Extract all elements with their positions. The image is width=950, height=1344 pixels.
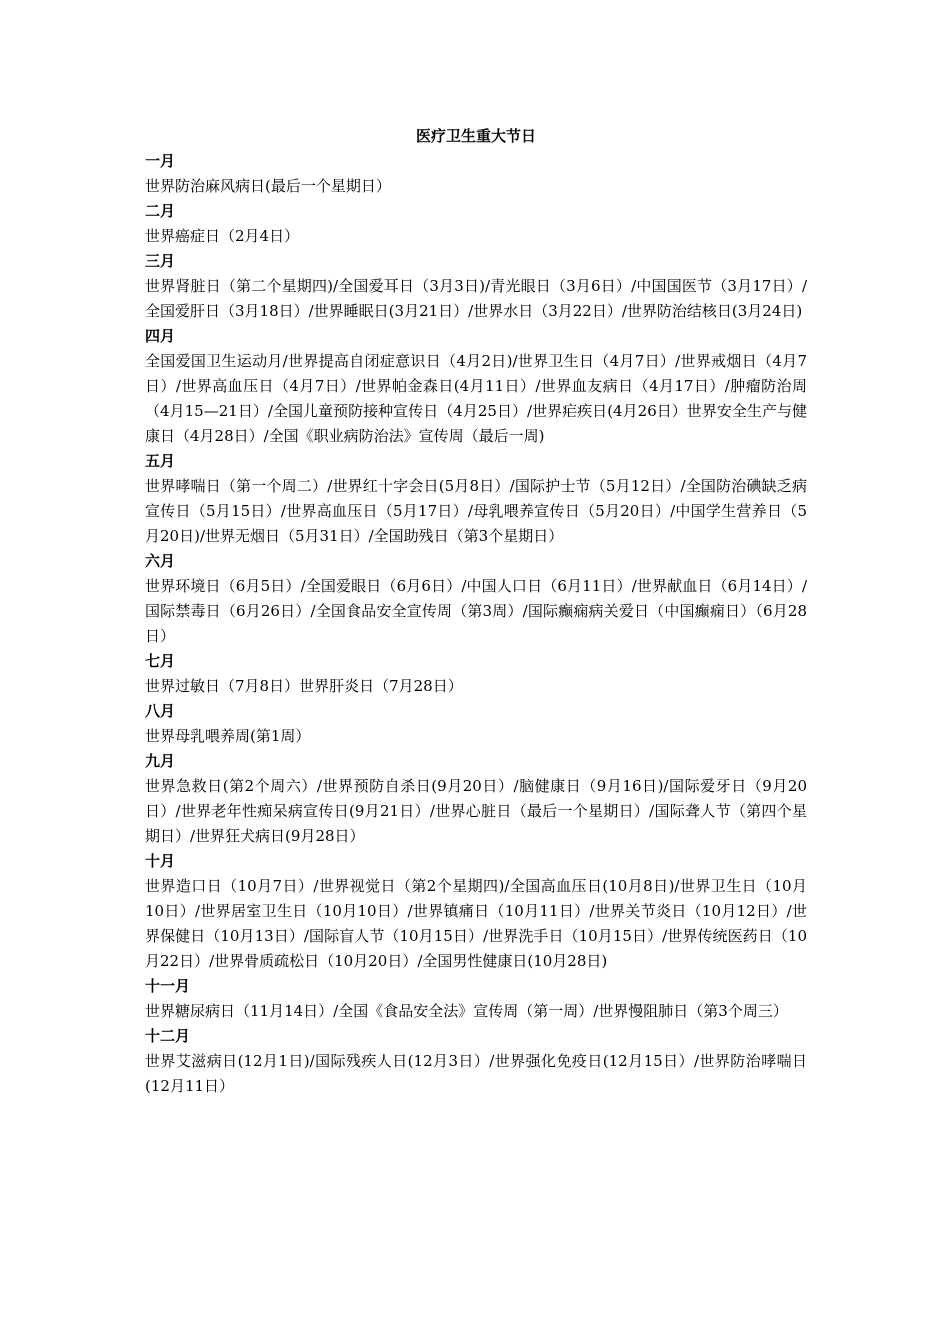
month-heading: 三月 [145, 252, 176, 270]
month-section-january [145, 149, 807, 199]
month-observances: 全国爱国卫生运动月/世界提高自闭症意识日（4月2日)/世界卫生日（4月7日）/世界戒烟日（4月7日）/世界高血压日（4月7日）/世界帕金森日(4月11日）/世界血友病日（4月17日）/肿瘤防治周（4月15—21日）/全国儿童预防接种宣传日（4月25日）/世界疟疾日(4月26日）世界安全生产与健康日（4月28日）/全国《职业病防治法》宣传周（最后一周) [145, 352, 807, 445]
month-section-november [145, 974, 807, 1024]
month-heading: 十月 [145, 852, 176, 870]
month-section-may [145, 449, 807, 549]
month-heading: 八月 [145, 702, 176, 720]
month-heading: 二月 [145, 202, 176, 220]
month-observances: 世界艾滋病日(12月1日)/国际残疾人日(12月3日）/世界强化免疫日(12月15日）/世界防治哮喘日(12月11日） [145, 1052, 807, 1095]
month-observances: 世界肾脏日（第二个星期四)/全国爱耳日（3月3日)/青光眼日（3月6日）/中国国医节（3月17日）/全国爱肝日（3月18日）/世界睡眠日(3月21日）/世界水日（3月22日）/世界防治结核日(3月24日) [145, 277, 807, 320]
month-section-december [145, 1024, 807, 1099]
month-section-march [145, 249, 807, 324]
month-section-july [145, 649, 807, 699]
month-heading: 六月 [145, 552, 176, 570]
document-title: 医疗卫生重大节日 [415, 127, 536, 145]
month-section-october [145, 849, 807, 974]
month-section-september [145, 749, 807, 849]
month-observances: 世界癌症日（2月4日） [145, 227, 300, 245]
month-observances: 世界急救日(第2个周六）/世界预防自杀日(9月20日）/脑健康日（9月16日)/国际爱牙日（9月20日）/世界老年性痴呆病宣传日(9月21日）/世界心脏日（最后一个星期日）/国际聋人节（第四个星期日）/世界狂犬病日(9月28日） [145, 777, 807, 845]
month-observances: 世界哮喘日（第一个周二）/世界红十字会日(5月8日）/国际护士节（5月12日）/全国防治碘缺乏病宣传日（5月15日）/世界高血压日（5月17日）/母乳喂养宣传日（5月20日）/中国学生营养日（5月20日)/世界无烟日（5月31日）/全国助残日（第3个星期日） [145, 477, 807, 545]
month-heading: 九月 [145, 752, 176, 770]
month-section-august [145, 699, 807, 749]
document-page [145, 124, 807, 1099]
month-observances: 世界造口日（10月7日）/世界视觉日（第2个星期四)/全国高血压日(10月8日)/世界卫生日（10月10日）/世界居室卫生日（10月10日）/世界镇痛日（10月11日）/世界关节炎日（10月12日）/世界保健日（10月13日）/国际盲人节（10月15日）/世界洗手日（10月15日）/世界传统医药日（10月22日）/世界骨质疏松日（10月20日）/全国男性健康日(10月28日) [145, 877, 807, 970]
month-heading: 一月 [145, 152, 176, 170]
month-observances: 世界母乳喂养周(第1周） [145, 727, 311, 745]
month-section-april [145, 324, 807, 449]
month-observances: 世界环境日（6月5日）/全国爱眼日（6月6日）/中国人口日（6月11日）/世界献血日（6月14日）/国际禁毒日（6月26日）/全国食品安全宣传周（第3周）/国际癫痫病关爱日（中国癫痫日）（6月28日） [145, 577, 807, 645]
month-observances: 世界防治麻风病日(最后一个星期日） [145, 177, 391, 195]
month-heading: 十一月 [145, 977, 191, 995]
month-heading: 五月 [145, 452, 176, 470]
month-observances: 世界糖尿病日（11月14日）/全国《食品安全法》宣传周（第一周）/世界慢阻肺日（第3个周三） [145, 1002, 788, 1020]
month-section-february [145, 199, 807, 249]
month-heading: 十二月 [145, 1027, 191, 1045]
month-section-june [145, 549, 807, 649]
month-observances: 世界过敏日（7月8日）世界肝炎日（7月28日） [145, 677, 463, 695]
month-heading: 四月 [145, 327, 176, 345]
month-heading: 七月 [145, 652, 176, 670]
